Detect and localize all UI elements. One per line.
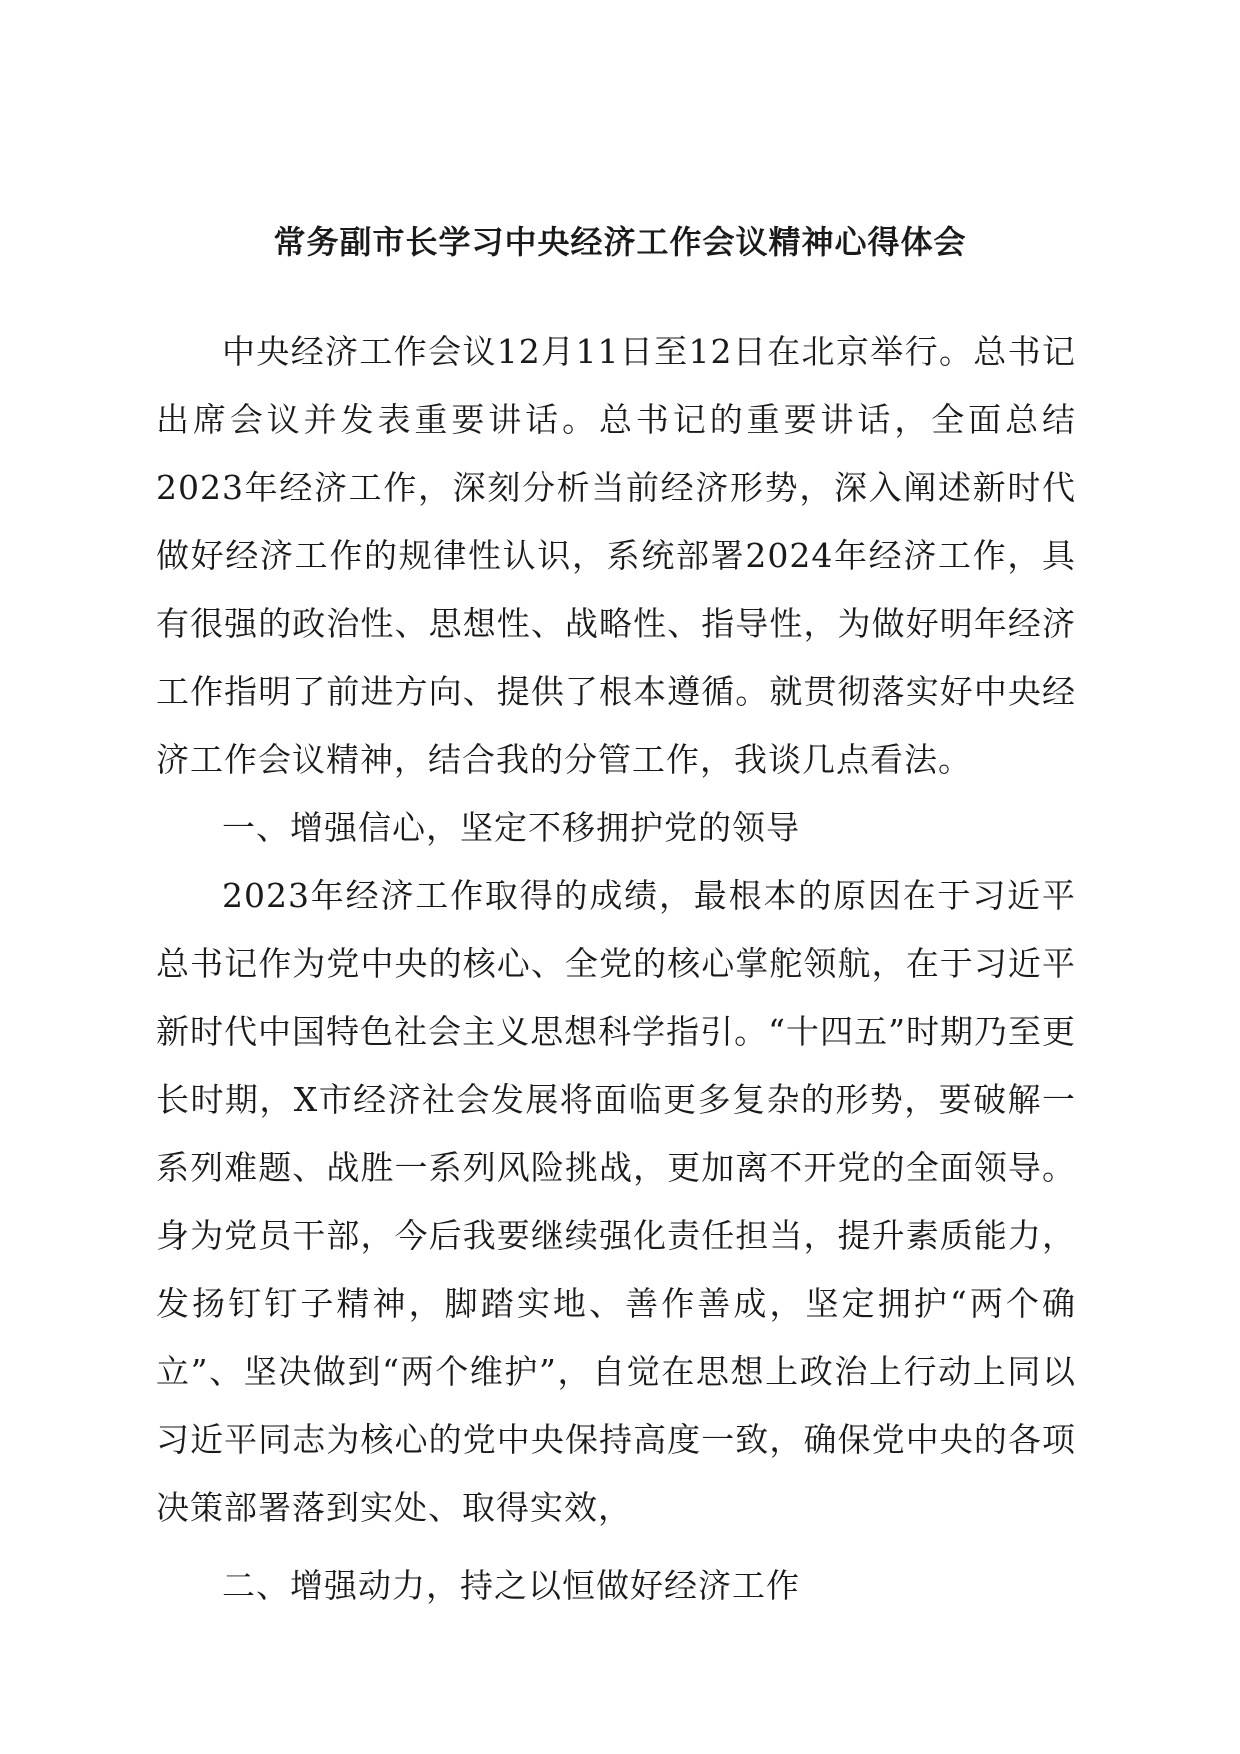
section-heading-2: 二、增强动力，持之以恒做好经济工作	[222, 1566, 800, 1605]
section-1-paragraph: 2023年经济工作取得的成绩，最根本的原因在于习近平总书记作为党中央的核心、全党的核心掌舵领航，在于习近平新时代中国特色社会主义思想科学指引。“十四五”时期乃至更长时期，X市经济社会发展将面临更多复杂的形势，要破解一系列难题、战胜一系列风险挑战，更加离不开党的全面领导。身为党员干部，今后我要继续强化责任担当，提升素质能力，发扬钉钉子精神，脚踏实地、善作善成，坚定拥护“两个确立”、坚决做到“两个维护”，自觉在思想上政治上行动上同以习近平同志为核心的党中央保持高度一致，确保党中央的各项决策部署落到实处、取得实效，	[156, 876, 1076, 1527]
document-body	[156, 318, 1076, 1620]
intro-paragraph: 中央经济工作会议12月11日至12日在北京举行。总书记出席会议并发表重要讲话。总书记的重要讲话，全面总结2023年经济工作，深刻分析当前经济形势，深入阐述新时代做好经济工作的规律性认识，系统部署2024年经济工作，具有很强的政治性、思想性、战略性、指导性，为做好明年经济工作指明了前进方向、提供了根本遵循。就贯彻落实好中央经济工作会议精神，结合我的分管工作，我谈几点看法。	[156, 332, 1076, 779]
paragraph-gap	[156, 1542, 1076, 1552]
document-title: 常务副市长学习中央经济工作会议精神心得体会	[273, 223, 967, 261]
section-heading-1: 一、增强信心，坚定不移拥护党的领导	[222, 808, 800, 847]
